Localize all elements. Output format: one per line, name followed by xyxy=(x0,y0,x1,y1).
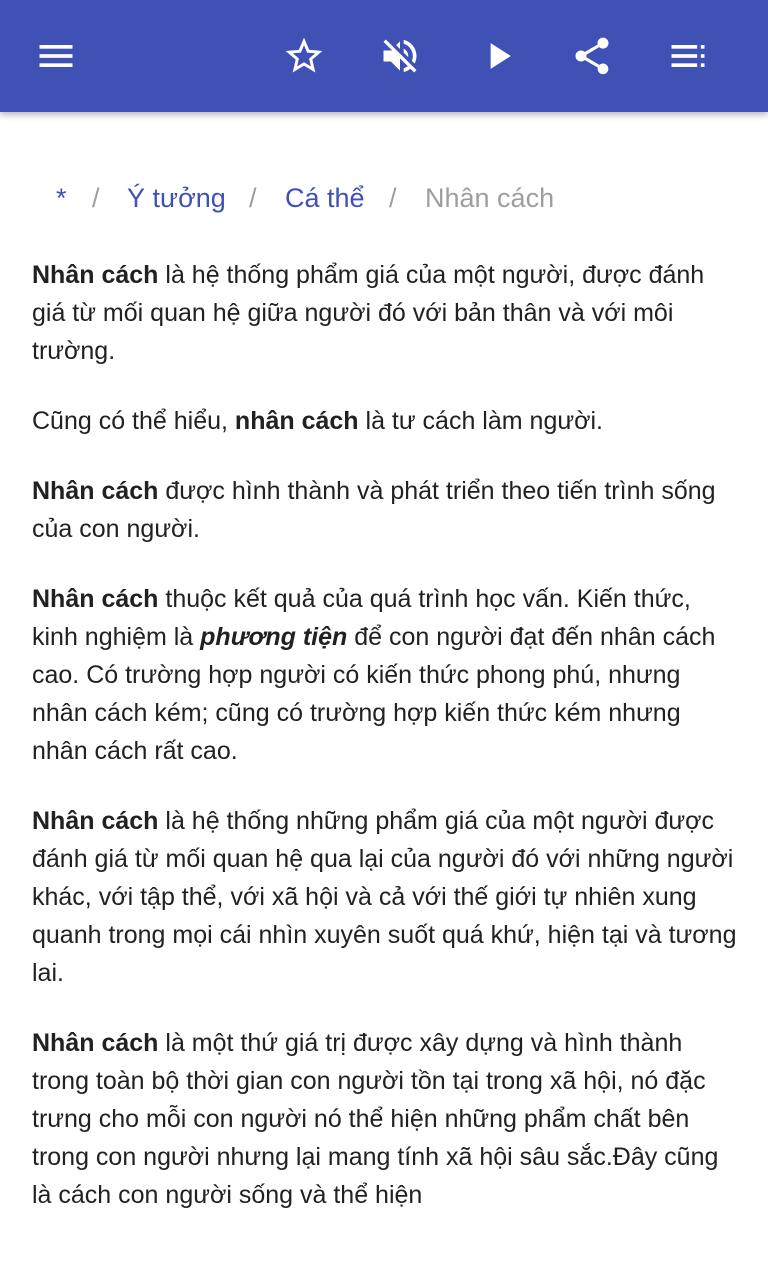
menu-icon xyxy=(34,34,78,78)
app-toolbar xyxy=(0,0,768,112)
breadcrumb-item-individual[interactable]: Cá thể xyxy=(285,183,365,213)
breadcrumb-separator: / xyxy=(92,183,100,213)
emphasis-text: phương tiện xyxy=(200,623,348,651)
breadcrumb-separator: / xyxy=(249,183,257,213)
term-bold: Nhân cách xyxy=(32,585,159,613)
breadcrumb xyxy=(0,176,768,220)
volume-off-icon xyxy=(378,34,422,78)
article-paragraph xyxy=(32,802,742,992)
article-paragraph xyxy=(32,472,742,548)
share-button[interactable] xyxy=(564,28,620,84)
article-paragraph xyxy=(32,1024,742,1214)
mute-button[interactable] xyxy=(372,28,428,84)
bookmark-button[interactable] xyxy=(276,28,332,84)
breadcrumb-separator: / xyxy=(389,183,397,213)
menu-button[interactable] xyxy=(28,28,84,84)
term-bold: Nhân cách xyxy=(32,477,159,505)
paragraph-text: Cũng có thể hiểu, xyxy=(32,407,235,435)
article-body xyxy=(32,256,742,1246)
list-icon xyxy=(666,34,710,78)
star-icon xyxy=(282,34,326,78)
paragraph-text: là một thứ giá trị được xây dựng và hình thành trong toàn bộ thời gian con người tồn tại trong xã hội, nó đặc trưng cho mỗi con người nó thể hiện những phẩm chất bên trong con người nhưng lại mang tính xã hội sâu sắc.Đây cũng là cách con người sống và thể hiện xyxy=(32,1029,719,1209)
paragraph-text: là tư cách làm người. xyxy=(358,407,603,435)
play-button[interactable] xyxy=(470,28,526,84)
breadcrumb-current: Nhân cách xyxy=(425,183,555,213)
contents-button[interactable] xyxy=(660,28,716,84)
article-paragraph xyxy=(32,580,742,770)
paragraph-text: là hệ thống những phẩm giá của một người được đánh giá từ mối quan hệ qua lại của người đó với những người khác, với tập thể, với xã hội và cả với thế giới tự nhiên xung quanh trong mọi cái nhìn xuyên suốt quá khứ, hiện tại và tương lai. xyxy=(32,807,737,987)
paragraph-text: được hình thành và phát triển theo tiến trình sống của con người. xyxy=(32,477,716,543)
share-icon xyxy=(570,34,614,78)
term-bold: nhân cách xyxy=(234,407,359,435)
article-paragraph xyxy=(32,256,742,370)
paragraph-text: thuộc kết quả của quá trình học vấn. Kiến thức, kinh nghiệm là xyxy=(32,585,691,651)
play-icon xyxy=(476,34,520,78)
breadcrumb-item-home[interactable]: * xyxy=(56,183,67,213)
term-bold: Nhân cách xyxy=(32,807,159,835)
term-bold: Nhân cách xyxy=(32,261,159,289)
article-paragraph xyxy=(32,402,742,440)
term-bold: Nhân cách xyxy=(32,1029,159,1057)
paragraph-text: để con người đạt đến nhân cách cao. Có trường hợp người có kiến thức phong phú, nhưng nhân cách kém; cũng có trường hợp kiến thức kém nhưng nhân cách rất cao. xyxy=(32,623,716,765)
breadcrumb-item-ideas[interactable]: Ý tưởng xyxy=(127,183,226,213)
paragraph-text: là hệ thống phẩm giá của một người, được đánh giá từ mối quan hệ giữa người đó với bản thân và với môi trường. xyxy=(32,261,705,365)
